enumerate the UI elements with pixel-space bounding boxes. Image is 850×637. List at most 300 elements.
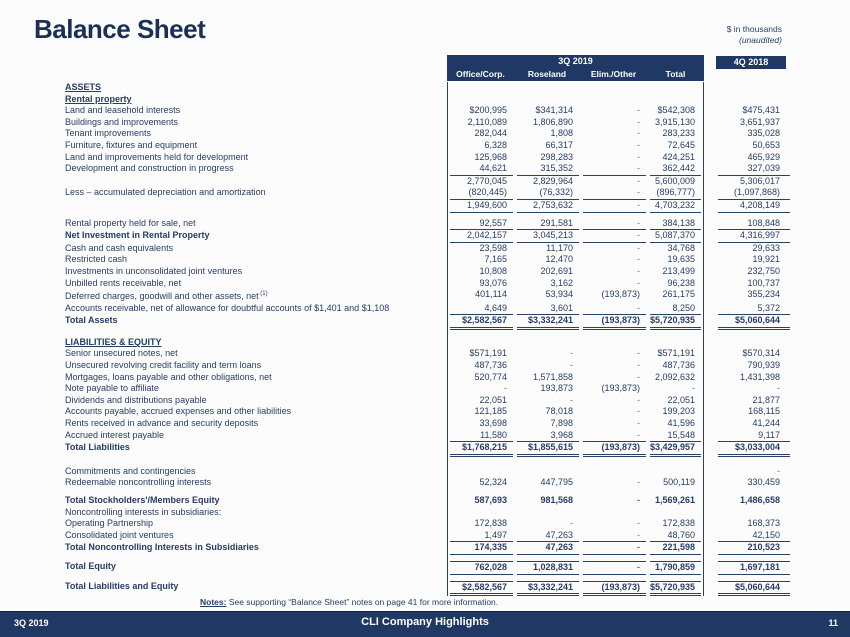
cell-value: -: [583, 187, 646, 200]
cell-value: 202,691: [540, 265, 573, 276]
cell-value-comparison: 210,523: [718, 542, 790, 555]
cell-value: 15,548: [650, 430, 701, 443]
cell-value: [650, 457, 701, 466]
cell-value: $341,314: [535, 105, 573, 116]
cell-value: 1,790,859: [650, 561, 701, 575]
cell-value: -: [637, 348, 640, 359]
table-row: [0, 561, 850, 575]
row-label: Dividends and distributions payable: [65, 394, 207, 405]
table-header: [0, 55, 850, 81]
cell-value-comparison: -: [777, 465, 780, 476]
cell-value: [650, 82, 701, 94]
cell-value: 174,335: [450, 542, 513, 555]
cell-value: [583, 457, 646, 466]
table-row: [0, 105, 850, 117]
row-label: Restricted cash: [65, 254, 128, 265]
cell-value: -: [637, 518, 640, 529]
cell-value: 315,352: [517, 163, 579, 176]
column-header-total: Total: [665, 69, 686, 79]
row-label: Operating Partnership: [65, 518, 154, 529]
cell-value-comparison: 41,244: [752, 418, 780, 429]
cell-value: -: [583, 430, 646, 443]
cell-value: 4,703,232: [650, 200, 701, 213]
comparison-header: 4Q 2018: [716, 56, 786, 69]
cell-value-comparison: $5,060,644: [718, 315, 790, 330]
cell-value: 19,635: [667, 254, 695, 265]
table-row: [0, 442, 850, 457]
cell-value: 96,238: [667, 277, 695, 288]
table-row: [0, 254, 850, 266]
row-label: Rents received in advance and security deposits: [65, 418, 259, 429]
row-label: LIABILITIES & EQUITY: [65, 336, 162, 347]
cell-value: -: [583, 561, 646, 575]
row-label: Total Noncontrolling Interests in Subsidiaries: [65, 542, 259, 553]
row-label: Land and improvements held for development: [65, 151, 249, 162]
row-label: Rental property held for sale, net: [65, 217, 196, 228]
table-row: [0, 372, 850, 384]
cell-value-comparison: 42,150: [718, 530, 790, 543]
row-label: Development and construction in progress: [65, 163, 234, 174]
cell-value: 6,328: [484, 139, 507, 150]
cell-value: -: [583, 163, 646, 176]
cell-value-comparison: 50,653: [752, 139, 780, 150]
footer-title: CLI Company Highlights: [361, 616, 489, 628]
cell-value: -: [583, 218, 646, 231]
cell-value-comparison: 1,697,181: [718, 561, 790, 575]
row-label: Total Liabilities and Equity: [65, 580, 179, 591]
cell-value: -: [504, 383, 507, 394]
cell-value: [583, 337, 646, 349]
notes: [200, 597, 498, 607]
cell-value: $3,429,957: [650, 442, 701, 457]
cell-value: [450, 82, 513, 94]
cell-value: 282,044: [474, 128, 507, 139]
cell-value: 2,829,964: [532, 175, 573, 186]
table-row: [0, 163, 850, 176]
cell-value-comparison: 21,877: [752, 394, 780, 405]
cell-value: (193,873): [583, 442, 646, 457]
cell-value: 7,165: [484, 254, 507, 265]
cell-value-comparison: [718, 507, 790, 519]
cell-value: (193,873): [601, 289, 640, 300]
row-label: Unsecured revolving credit facility and term loans: [65, 360, 262, 371]
table-row: [0, 218, 850, 231]
cell-value: [517, 457, 579, 466]
cell-value: 3,601: [517, 303, 579, 316]
cell-value: 487,736: [662, 360, 695, 371]
cell-value: 500,119: [663, 477, 695, 488]
cell-value: 22,051: [667, 394, 695, 405]
cell-value-comparison: 327,039: [718, 163, 790, 176]
cell-value: $200,995: [469, 105, 507, 116]
audit-note: (unaudited): [738, 35, 782, 45]
cell-value: 5,600,009: [654, 175, 695, 186]
cell-value: [450, 337, 513, 349]
cell-value: [517, 94, 579, 106]
cell-value-comparison: $5,060,644: [718, 581, 790, 597]
row-label: ASSETS: [65, 82, 102, 92]
table-row: [0, 303, 850, 316]
cell-value: 283,233: [662, 128, 695, 139]
table-row: [0, 187, 850, 200]
cell-value: 33,698: [479, 418, 507, 429]
row-label: Total Assets: [65, 315, 118, 326]
table-body: [0, 82, 850, 596]
cell-value-comparison: $570,314: [742, 348, 780, 359]
table-row: [0, 530, 850, 543]
footer-bar: [0, 611, 850, 637]
cell-value: [450, 507, 513, 519]
cell-value-comparison: [718, 330, 790, 337]
cell-value: 1,808: [550, 128, 573, 139]
cell-value: -: [570, 518, 573, 529]
cell-value: 3,045,213: [517, 230, 579, 243]
cell-value-comparison: 790,939: [747, 360, 780, 371]
table-row: [0, 495, 850, 507]
cell-value: 298,283: [540, 151, 573, 162]
table-row: [0, 477, 850, 489]
cell-value: 487,736: [474, 360, 507, 371]
table-row: [0, 117, 850, 129]
cell-value-comparison: 335,028: [747, 128, 780, 139]
cell-value: [517, 466, 579, 478]
table-row: [0, 395, 850, 407]
cell-value: -: [637, 394, 640, 405]
units-note-block: [727, 24, 782, 46]
cell-value-comparison: $475,431: [742, 105, 780, 116]
row-label: Net Investment in Rental Property: [65, 230, 210, 241]
table-row: [0, 243, 850, 255]
cell-value: -: [637, 371, 640, 382]
cell-value: $571,191: [469, 348, 507, 359]
table-row: [0, 82, 850, 94]
row-label: Cash and cash equivalents: [65, 242, 174, 253]
cell-value-comparison: 232,750: [747, 265, 780, 276]
cell-value-comparison: [718, 457, 790, 466]
footer-page-number: 11: [828, 618, 838, 628]
cell-value: 47,263: [517, 530, 579, 543]
cell-value: (193,873): [583, 315, 646, 330]
cell-value-comparison: $3,033,004: [718, 442, 790, 457]
cell-value: -: [637, 477, 640, 488]
table-row: [0, 152, 850, 164]
row-label: Land and leasehold interests: [65, 105, 181, 116]
row-label: Total Stockholders'/Members Equity: [65, 495, 220, 505]
table-row: [0, 278, 850, 290]
row-label: Commitments and contingencies: [65, 465, 196, 476]
footer-period: 3Q 2019: [14, 618, 49, 628]
spacer-row: [0, 330, 850, 337]
cell-value: 44,621: [450, 163, 513, 176]
cell-value: 199,203: [662, 406, 695, 417]
cell-value-comparison: 168,115: [748, 406, 780, 417]
cell-value: -: [583, 303, 646, 316]
cell-value: 447,795: [540, 477, 573, 488]
cell-value: 22,051: [479, 394, 507, 405]
cell-value: 3,915,130: [654, 116, 695, 127]
cell-value: 762,028: [450, 561, 513, 575]
row-label: Total Liabilities: [65, 442, 130, 453]
cell-value: -: [570, 360, 573, 371]
cell-value: -: [637, 265, 640, 276]
cell-value: [450, 457, 513, 466]
table-row: [0, 383, 850, 395]
column-header-office-corp: Office/Corp.: [456, 69, 505, 79]
notes-text: See supporting “Balance Sheet” notes on page 41 for more information.: [226, 597, 499, 607]
cell-value-comparison: 4,208,149: [718, 200, 790, 213]
cell-value: 11,170: [546, 242, 573, 253]
cell-value: 66,317: [545, 139, 573, 150]
cell-value: 3,162: [550, 277, 573, 288]
cell-value: 2,110,089: [467, 116, 507, 127]
cell-value: $1,768,215: [450, 442, 513, 457]
cell-value: (76,332): [517, 187, 579, 200]
cell-value-comparison: 3,651,937: [739, 116, 780, 127]
table-row: [0, 418, 850, 430]
row-label: Tenant improvements: [65, 128, 152, 139]
cell-value: 52,324: [479, 477, 507, 488]
cell-value: 2,092,632: [654, 371, 695, 382]
row-label: Senior unsecured notes, net: [65, 348, 178, 359]
cell-value: 520,774: [474, 371, 507, 382]
cell-value: $1,855,615: [517, 442, 579, 457]
cell-value: 1,806,890: [532, 116, 573, 127]
cell-value: [517, 330, 579, 337]
cell-value: [650, 330, 701, 337]
cell-value: 193,873: [540, 383, 573, 394]
cell-value: 3,968: [517, 430, 579, 443]
cell-value: [517, 82, 579, 94]
table-row: [0, 518, 850, 530]
cell-value: -: [637, 128, 640, 139]
spacer-row: [0, 457, 850, 466]
row-label: Furniture, fixtures and equipment: [65, 139, 198, 150]
table-row: [0, 507, 850, 519]
table-row: [0, 360, 850, 372]
cell-value: -: [692, 383, 695, 394]
cell-value: 12,470: [545, 254, 573, 265]
table-row: [0, 128, 850, 140]
table-row: [0, 176, 850, 188]
row-label: Rental property: [65, 93, 132, 104]
cell-value: -: [637, 242, 640, 253]
cell-value: 2,042,157: [450, 230, 513, 243]
column-header-elim-other: Elim./Other: [590, 69, 637, 79]
cell-value: [450, 466, 513, 478]
cell-value: 48,760: [650, 530, 701, 543]
cell-value-comparison: 100,737: [747, 277, 780, 288]
cell-value-comparison: 168,373: [747, 518, 780, 529]
cell-value: -: [637, 139, 640, 150]
cell-value: $5,720,935: [650, 581, 701, 597]
column-header-roseland: Roseland: [527, 69, 567, 79]
cell-value-comparison: -: [777, 383, 780, 394]
cell-value: 172,838: [474, 518, 507, 529]
table-row: [0, 140, 850, 152]
cell-value-comparison: 330,459: [747, 477, 780, 488]
cell-value: 401,114: [475, 289, 507, 300]
cell-value: (820,445): [450, 187, 513, 200]
table-row: [0, 542, 850, 555]
row-label: Accounts receivable, net of allowance for doubtful accounts of $1,401 and $1,108: [65, 302, 390, 313]
cell-value: 92,557: [450, 218, 513, 231]
table-row: [0, 230, 850, 243]
row-label: [65, 176, 447, 188]
cell-value: 981,568: [540, 495, 573, 505]
table-row: [0, 315, 850, 330]
cell-value: -: [637, 175, 640, 186]
row-label: [65, 330, 447, 337]
cell-value: 221,598: [650, 542, 701, 555]
cell-value: [583, 466, 646, 478]
table-row: [0, 430, 850, 443]
cell-value: 261,175: [662, 289, 695, 300]
page-title: Balance Sheet: [34, 14, 206, 44]
cell-value: -: [637, 254, 640, 265]
row-label: Note payable to affiliate: [65, 383, 159, 394]
cell-value-comparison: 5,372: [718, 303, 790, 316]
cell-value-comparison: 5,306,017: [739, 175, 780, 186]
table-row: [0, 266, 850, 278]
row-label: Unbilled rents receivable, net: [65, 277, 182, 288]
row-label: [65, 457, 447, 466]
cell-value: 291,581: [517, 218, 579, 231]
table-row: [0, 348, 850, 360]
cell-value-comparison: 29,633: [752, 242, 780, 253]
cell-value: [583, 82, 646, 94]
cell-value: -: [583, 230, 646, 243]
table-row: [0, 94, 850, 106]
cell-value: 362,442: [650, 163, 701, 176]
cell-value: 172,838: [662, 518, 695, 529]
row-label: Investments in unconsolidated joint ventures: [65, 265, 243, 276]
cell-value-comparison: 108,848: [718, 218, 790, 231]
period-header-band: [447, 55, 704, 81]
cell-value: -: [583, 530, 646, 543]
cell-value: -: [583, 200, 646, 213]
cell-value: 1,497: [450, 530, 513, 543]
row-label: Total Equity: [65, 560, 116, 571]
cell-value: [650, 466, 701, 478]
period-header: 3Q 2019: [558, 56, 593, 66]
cell-value: $2,582,567: [450, 315, 513, 330]
table-row: [0, 289, 850, 303]
cell-value: -: [570, 394, 573, 405]
row-label: Consolidated joint ventures: [65, 529, 174, 540]
cell-value: 7,898: [550, 418, 573, 429]
cell-value: 78,018: [545, 406, 573, 417]
cell-value: (193,873): [583, 581, 646, 597]
cell-value-comparison: 9,117: [718, 430, 790, 443]
table-row: [0, 337, 850, 349]
cell-value: 41,596: [667, 418, 695, 429]
cell-value: -: [570, 348, 573, 359]
cell-value: $3,332,241: [517, 581, 579, 597]
cell-value: 93,076: [479, 277, 507, 288]
cell-value: (193,873): [601, 383, 640, 394]
cell-value-comparison: [718, 94, 790, 106]
cell-value: -: [637, 360, 640, 371]
cell-value: $2,582,567: [450, 581, 513, 597]
table-row: [0, 406, 850, 418]
cell-value-comparison: [718, 337, 790, 349]
cell-value: 2,770,045: [466, 175, 507, 186]
cell-value-comparison: 465,929: [747, 151, 780, 162]
row-label: Less – accumulated depreciation and amortization: [65, 187, 266, 198]
cell-value: 4,649: [450, 303, 513, 316]
cell-value: -: [637, 105, 640, 116]
cell-value: [583, 507, 646, 519]
cell-value-comparison: 355,234: [747, 289, 780, 300]
cell-value: $3,332,241: [517, 315, 579, 330]
row-label: Buildings and improvements: [65, 116, 179, 127]
cell-value: 424,251: [662, 151, 695, 162]
cell-value: [517, 507, 579, 519]
row-label: Noncontrolling interests in subsidiaries:: [65, 506, 222, 517]
cell-value: 10,808: [479, 265, 507, 276]
table-row: [0, 466, 850, 478]
cell-value: [583, 94, 646, 106]
cell-value: [583, 330, 646, 337]
row-label: [65, 200, 447, 213]
row-label: Accounts payable, accrued expenses and other liabilities: [65, 406, 292, 417]
cell-value: 1,949,600: [450, 200, 513, 213]
cell-value-comparison: 19,921: [752, 254, 780, 265]
cell-value: 213,499: [662, 265, 695, 276]
cell-value: 34,768: [667, 242, 695, 253]
row-label: Accrued interest payable: [65, 429, 165, 440]
cell-value: 1,028,831: [517, 561, 579, 575]
cell-value: [650, 337, 701, 349]
cell-value: $542,308: [657, 105, 695, 116]
cell-value: 47,263: [517, 542, 579, 555]
cell-value: -: [637, 277, 640, 288]
cell-value-comparison: 1,431,398: [739, 371, 780, 382]
row-label: Redeemable noncontrolling interests: [65, 477, 212, 488]
units-note: $ in thousands: [726, 24, 782, 34]
cell-value: $571,191: [657, 348, 695, 359]
cell-value: -: [637, 495, 640, 505]
cell-value: 121,185: [474, 406, 507, 417]
cell-value: (896,777): [650, 187, 701, 200]
row-label: Mortgages, loans payable and other obligations, net: [65, 371, 272, 382]
cell-value: [650, 94, 701, 106]
cell-value: [450, 94, 513, 106]
cell-value: -: [637, 406, 640, 417]
table-row: [0, 200, 850, 213]
cell-value: -: [583, 542, 646, 555]
cell-value: [450, 330, 513, 337]
balance-sheet-table: [0, 55, 850, 596]
cell-value: 11,580: [450, 430, 513, 443]
cell-value: 5,087,370: [650, 230, 701, 243]
row-label: Deferred charges, goodwill and other assets, net $^{(1)}$: [65, 291, 268, 302]
cell-value: -: [637, 116, 640, 127]
cell-value: 53,934: [545, 289, 573, 300]
table-row: [0, 581, 850, 597]
cell-value: 2,753,632: [517, 200, 579, 213]
cell-value: $5,720,935: [650, 315, 701, 330]
cell-value: 587,693: [474, 495, 507, 505]
cell-value: 8,250: [650, 303, 701, 316]
cell-value: -: [637, 151, 640, 162]
cell-value: -: [637, 418, 640, 429]
cell-value: [650, 507, 701, 519]
cell-value: 384,138: [650, 218, 701, 231]
cell-value: 23,598: [479, 242, 507, 253]
cell-value-comparison: (1,097,868): [718, 187, 790, 200]
cell-value: 72,645: [667, 139, 695, 150]
